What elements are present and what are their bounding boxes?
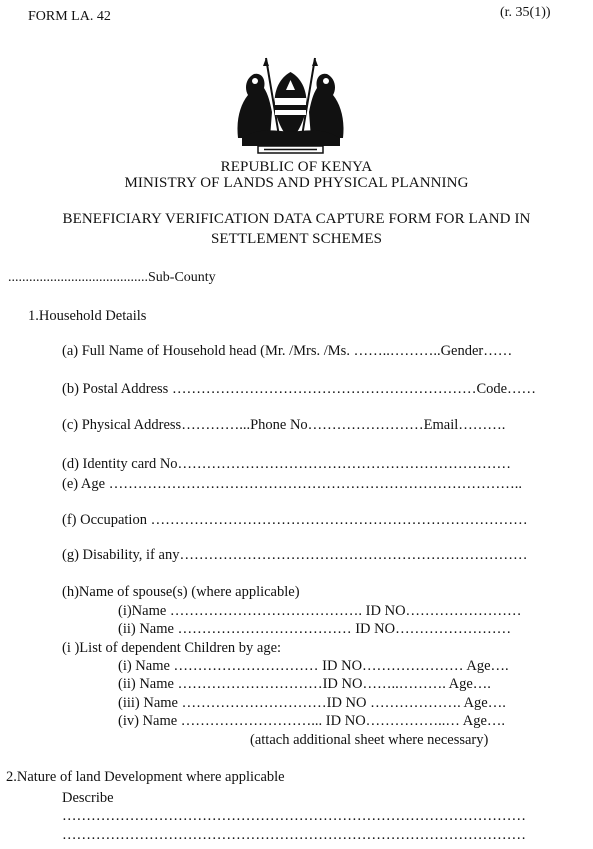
attach-note: (attach additional sheet where necessary): [250, 732, 489, 748]
children-heading: (i )List of dependent Children by age:: [62, 640, 282, 656]
form-title-line1: BENEFICIARY VERIFICATION DATA CAPTURE FORM FOR LAND IN: [62, 211, 531, 227]
describe-line-2: ……………………………………………………………………………………: [62, 827, 526, 843]
section1-heading: 1.Household Details: [28, 308, 147, 324]
physical-address-field: (c) Physical Address…………...Phone No……………………Email……….: [62, 417, 506, 433]
rule-reference: (r. 35(1)): [500, 5, 551, 20]
full-name-field: (a) Full Name of Household head (Mr. /Mrs. /Ms. ……..………..Gender……: [62, 343, 513, 359]
spouse-heading: (h)Name of spouse(s) (where applicable): [62, 584, 300, 600]
child-line-3: (iii) Name …………………………ID NO ………………. Age….: [118, 695, 506, 711]
ministry-heading: MINISTRY OF LANDS AND PHYSICAL PLANNING: [124, 175, 469, 191]
subcounty-field: ........................................Sub-County: [8, 270, 216, 285]
child-line-1: (i) Name ………………………… ID NO………………… Age….: [118, 658, 509, 674]
postal-address-field: (b) Postal Address ………………………………………………………Code……: [62, 381, 537, 397]
spouse-line-2: (ii) Name ……………………………… ID NO……………………: [118, 621, 512, 637]
child-line-4: (iv) Name ………………………... ID NO……………..… Age….: [118, 713, 506, 729]
describe-label: Describe: [62, 790, 114, 806]
age-field: (e) Age …………………………………………………………………………..: [62, 476, 522, 492]
describe-line-1: ……………………………………………………………………………………: [62, 808, 526, 824]
republic-heading: REPUBLIC OF KENYA: [220, 159, 373, 175]
occupation-field: (f) Occupation ……………………………………………………………………: [62, 512, 528, 528]
coat-of-arms-emblem: [228, 50, 353, 155]
identity-card-field: (d) Identity card No……………………………………………………………: [62, 456, 512, 472]
section2-heading: 2.Nature of land Development where applicable: [6, 769, 285, 785]
spouse-line-1: (i)Name …………………………………. ID NO……………………: [118, 603, 522, 619]
child-line-2: (ii) Name …………………………ID NO……..………. Age….: [118, 676, 491, 692]
disability-field: (g) Disability, if any………………………………………………………………: [62, 547, 528, 563]
form-title-line2: SETTLEMENT SCHEMES: [210, 231, 383, 247]
form-id: FORM LA. 42: [28, 9, 111, 24]
